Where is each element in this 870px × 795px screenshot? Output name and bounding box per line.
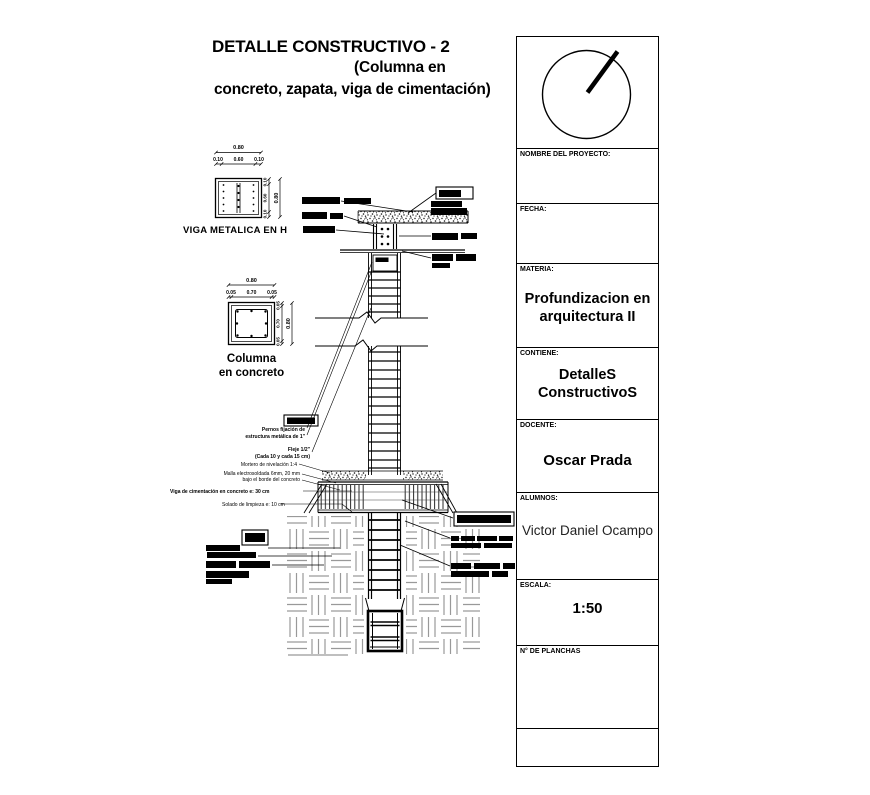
field-value: 1:50: [572, 600, 603, 617]
field-value: DetalleS ConstructivoS: [537, 367, 638, 402]
column-section-detail: [219, 278, 294, 379]
field-value: Victor Daniel Ocampo: [521, 523, 654, 538]
dim-seg: 0.05: [226, 290, 236, 296]
dim-overall-right: 0.80: [274, 192, 280, 204]
dim-seg: 0.05: [267, 290, 277, 296]
base-plate-label: VIGA METALICA EN H: [183, 225, 288, 236]
annotation-viga-cimentacion: Viga de cimentación en concreto e: 30 cm: [170, 489, 270, 495]
annotation-malla-line2: bajo el borde del concreto: [242, 477, 300, 483]
mortar-band: [322, 471, 443, 480]
dim-overall-right: 0.80: [286, 318, 292, 329]
field-label: N° DE PLANCHAS: [520, 648, 581, 655]
annotation-fleje-line1: Fleje 1/2": [287, 447, 310, 453]
north-arrow-icon: [517, 37, 656, 147]
column-ladder: [369, 346, 401, 475]
annotation-pernos-line1: Pernos fijación de: [261, 427, 305, 433]
title-block: [516, 36, 659, 767]
footing: [368, 611, 402, 651]
column-section-label-line2: en concreto: [218, 367, 285, 379]
callout-bars-top-right: [399, 187, 477, 268]
dim-seg-right: 0.70: [275, 319, 281, 328]
field-alumnos: [517, 492, 658, 579]
dim-overall-top: 0.80: [246, 278, 257, 284]
annotation-pernos-line2: estructura metálica de 1": [245, 434, 305, 440]
dim-seg: 0.60: [233, 157, 244, 163]
base-plate-section-detail: [183, 145, 287, 236]
field-docente: [517, 419, 658, 492]
drawing-title-line2: (Columna en: [354, 59, 446, 76]
dim-seg: 0.70: [246, 290, 257, 296]
field-label: FECHA:: [520, 206, 547, 213]
dim-seg: 0.10: [213, 157, 223, 163]
field-value: Profundizacion en arquitectura II: [524, 291, 651, 326]
annotation-mortero: Mortero de nivelación 1:4: [240, 462, 297, 468]
annotation-malla-line1: Malla electrosoldada 6mm, 20 mm: [223, 471, 300, 477]
field-value: Oscar Prada: [543, 452, 632, 469]
dim-seg-right: 0.05: [275, 337, 281, 346]
annotation-fleje-line2: (Cada 10 y cada 15 cm): [254, 454, 310, 460]
dim-seg-right: 0.60: [262, 193, 268, 203]
dim-seg: 0.10: [254, 157, 264, 163]
dim-seg-right: 0.10: [262, 209, 268, 219]
pedestal: [369, 253, 401, 318]
field-nombre-proyecto: [517, 148, 658, 203]
field-label: CONTIENE:: [520, 350, 559, 357]
title-block-empty-cell: [517, 728, 658, 766]
field-num-planchas: [517, 645, 658, 728]
field-label: MATERIA:: [520, 266, 554, 273]
field-label: NOMBRE DEL PROYECTO:: [520, 151, 611, 158]
drawing-title-line3: concreto, zapata, viga de cimentación): [214, 81, 491, 98]
field-label: DOCENTE:: [520, 422, 557, 429]
dim-overall-top: 0.80: [233, 145, 244, 151]
drawing-title-line1: DETALLE CONSTRUCTIVO - 2: [212, 37, 450, 56]
annotation-solado: Solado de limpieza e: 10 cm: [222, 502, 285, 508]
field-label: ESCALA:: [520, 582, 552, 589]
field-materia: [517, 263, 658, 347]
field-escala: [517, 579, 658, 645]
dim-seg-right: 0.10: [262, 177, 268, 187]
field-contiene: [517, 347, 658, 419]
dim-seg-right: 0.05: [275, 301, 281, 310]
field-label: ALUMNOS:: [520, 495, 558, 502]
break-symbol: [315, 312, 428, 351]
title-block-logo-cell: [517, 37, 658, 148]
field-fecha: [517, 203, 658, 263]
column-section-label-line1: Columna: [226, 353, 277, 365]
